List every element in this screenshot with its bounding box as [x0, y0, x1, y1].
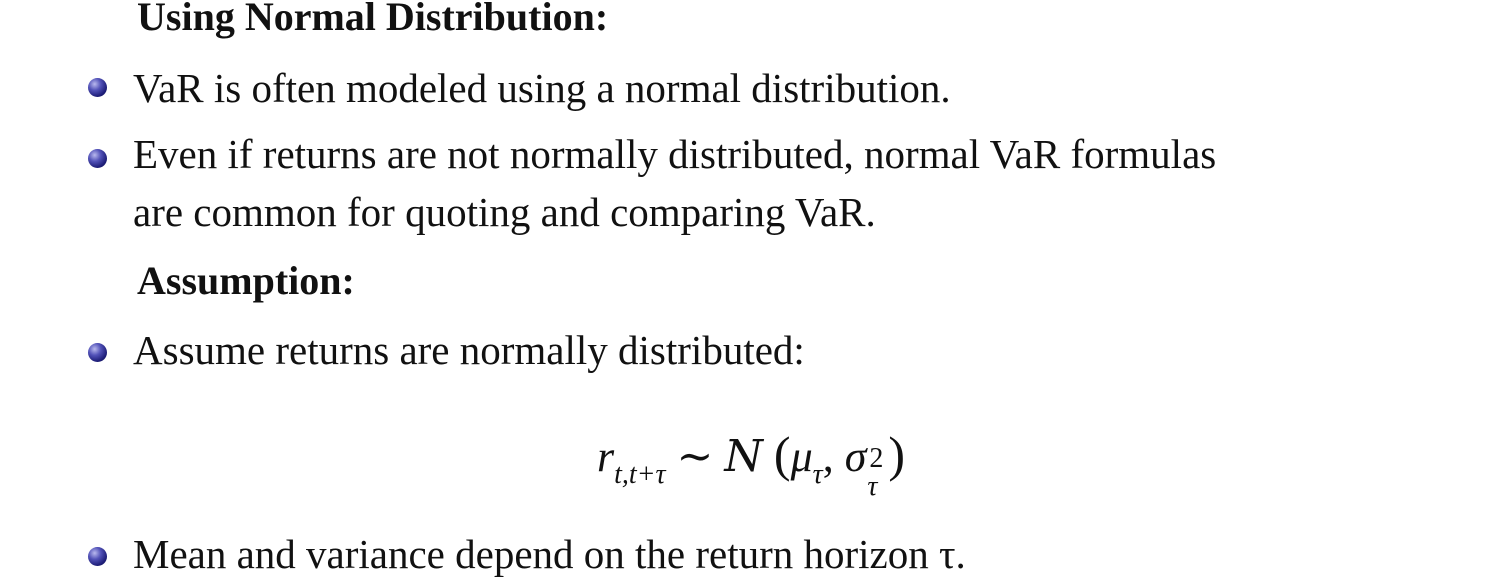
heading-using-normal-distribution: Using Normal Distribution: — [137, 0, 609, 39]
bullet-text: Assume returns are normally distributed: — [133, 327, 805, 373]
bullet-icon — [88, 343, 107, 362]
heading-assumption: Assumption: — [137, 258, 355, 303]
bullet-icon — [88, 149, 107, 168]
bullet-text: Mean and variance depend on the return horizon τ. — [133, 531, 966, 577]
formula-normal-dist: N — [724, 431, 763, 482]
formula-sigma-subscript: τ — [867, 471, 878, 502]
bullet-text-continued: are common for quoting and comparing VaR. — [133, 189, 876, 235]
formula-lparen: ( — [773, 426, 791, 482]
formula-rparen: ) — [888, 426, 906, 482]
formula-r: r — [596, 432, 615, 481]
bullet-icon — [88, 547, 107, 566]
formula-sim: ∼ — [676, 432, 714, 481]
bullet-icon — [88, 78, 107, 97]
formula-mu-subscript: τ — [812, 459, 823, 490]
formula-comma: , — [822, 432, 834, 481]
formula-return-distribution — [0, 424, 1502, 505]
formula-sigma: σ — [844, 432, 867, 481]
bullet-text: Even if returns are not normally distributed, normal VaR formulas — [133, 131, 1217, 177]
formula-r-subscript: t,t+τ — [614, 459, 666, 490]
bullet-text: VaR is often modeled using a normal distribution. — [133, 65, 951, 111]
formula-mu: μ — [790, 432, 813, 481]
formula-sigma-superscript: 2 — [869, 443, 884, 474]
